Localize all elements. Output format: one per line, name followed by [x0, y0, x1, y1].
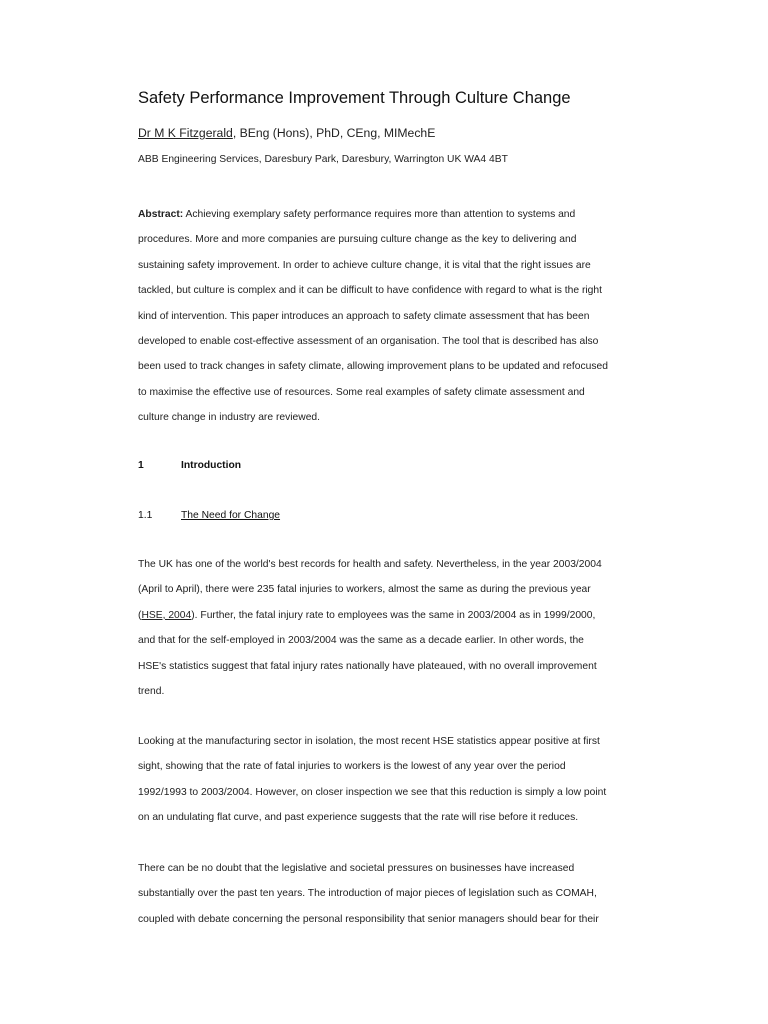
abstract-line: to maximise the effective use of resources. Some real examples of safety climate assessment and: [138, 386, 585, 398]
paragraph-text: ). Further, the fatal injury rate to employees was the same in 2003/2004 as in 1999/2000,: [191, 609, 596, 621]
paragraph-line: and that for the self-employed in 2003/2004 was the same as a decade earlier. In other words, the: [138, 635, 584, 647]
paragraph-line: on an undulating flat curve, and past experience suggests that the rate will rise before it reduces.: [138, 812, 579, 824]
section-number: 1: [138, 460, 144, 471]
subsection-heading[interactable]: [138, 508, 280, 524]
abstract-line: procedures. More and more companies are pursuing culture change as the key to delivering and: [138, 234, 577, 246]
abstract-line: tackled, but culture is complex and it can be difficult to have confidence with regard to what is the right: [138, 285, 602, 297]
abstract-line: been used to track changes in safety climate, allowing improvement plans to be updated and refocused: [138, 361, 608, 373]
paragraph-line: Looking at the manufacturing sector in isolation, the most recent HSE statistics appear positive at first: [138, 736, 600, 747]
section-heading: [138, 458, 241, 474]
paragraph-line: trend.: [138, 686, 165, 698]
author-name-link[interactable]: Dr M K Fitzgerald: [138, 126, 233, 140]
author-credentials: , BEng (Hons), PhD, CEng, MIMechE: [232, 126, 436, 140]
abstract-line: sustaining safety improvement. In order to achieve culture change, it is vital that the right issues are: [138, 259, 591, 271]
paren-open: (: [138, 609, 142, 621]
paragraph-2: [138, 729, 628, 831]
paragraph-1: [138, 552, 628, 704]
abstract-line: [138, 202, 628, 227]
paper-title: Safety Performance Improvement Through Culture Change: [138, 89, 571, 107]
author-line: [138, 125, 435, 141]
abstract: [138, 202, 628, 431]
section-title: Introduction: [181, 460, 242, 471]
paragraph-line: 1992/1993 to 2003/2004. However, on closer inspection we see that this reduction is simply a low point: [138, 786, 607, 798]
subsection-number: 1.1: [138, 510, 153, 521]
paragraph-line: sight, showing that the rate of fatal injuries to workers is the lowest of any year over the period: [138, 761, 566, 773]
paragraph-line: coupled with debate concerning the personal responsibility that senior managers should bear for their: [138, 913, 599, 925]
paragraph-line: (April to April), there were 235 fatal injuries to workers, almost the same as during the previous year: [138, 584, 591, 596]
paragraph-line: HSE's statistics suggest that fatal injury rates nationally have plateaued, with no overall improvement: [138, 660, 597, 672]
abstract-line: developed to enable cost-effective assessment of an organisation. The tool that is described has also: [138, 336, 599, 348]
paragraph-line: There can be no doubt that the legislative and societal pressures on businesses have increased: [138, 863, 575, 874]
paragraph-line: substantially over the past ten years. The introduction of major pieces of legislation such as COMAH,: [138, 888, 597, 900]
abstract-line: kind of intervention. This paper introduces an approach to safety climate assessment that has been: [138, 310, 590, 322]
citation-link[interactable]: HSE, 2004: [141, 609, 192, 621]
abstract-text: Achieving exemplary safety performance requires more than attention to systems and: [183, 209, 576, 220]
paragraph-3: [138, 856, 628, 932]
affiliation: ABB Engineering Services, Daresbury Park, Daresbury, Warrington UK WA4 4BT: [138, 154, 508, 165]
abstract-label: Abstract:: [138, 209, 184, 220]
paragraph-line: [138, 603, 628, 628]
abstract-line: culture change in industry are reviewed.: [138, 412, 321, 424]
paragraph-line: The UK has one of the world's best records for health and safety. Nevertheless, in the year 2003/2004: [138, 559, 602, 570]
subsection-title: The Need for Change: [181, 510, 281, 521]
document-page: [138, 0, 638, 1024]
